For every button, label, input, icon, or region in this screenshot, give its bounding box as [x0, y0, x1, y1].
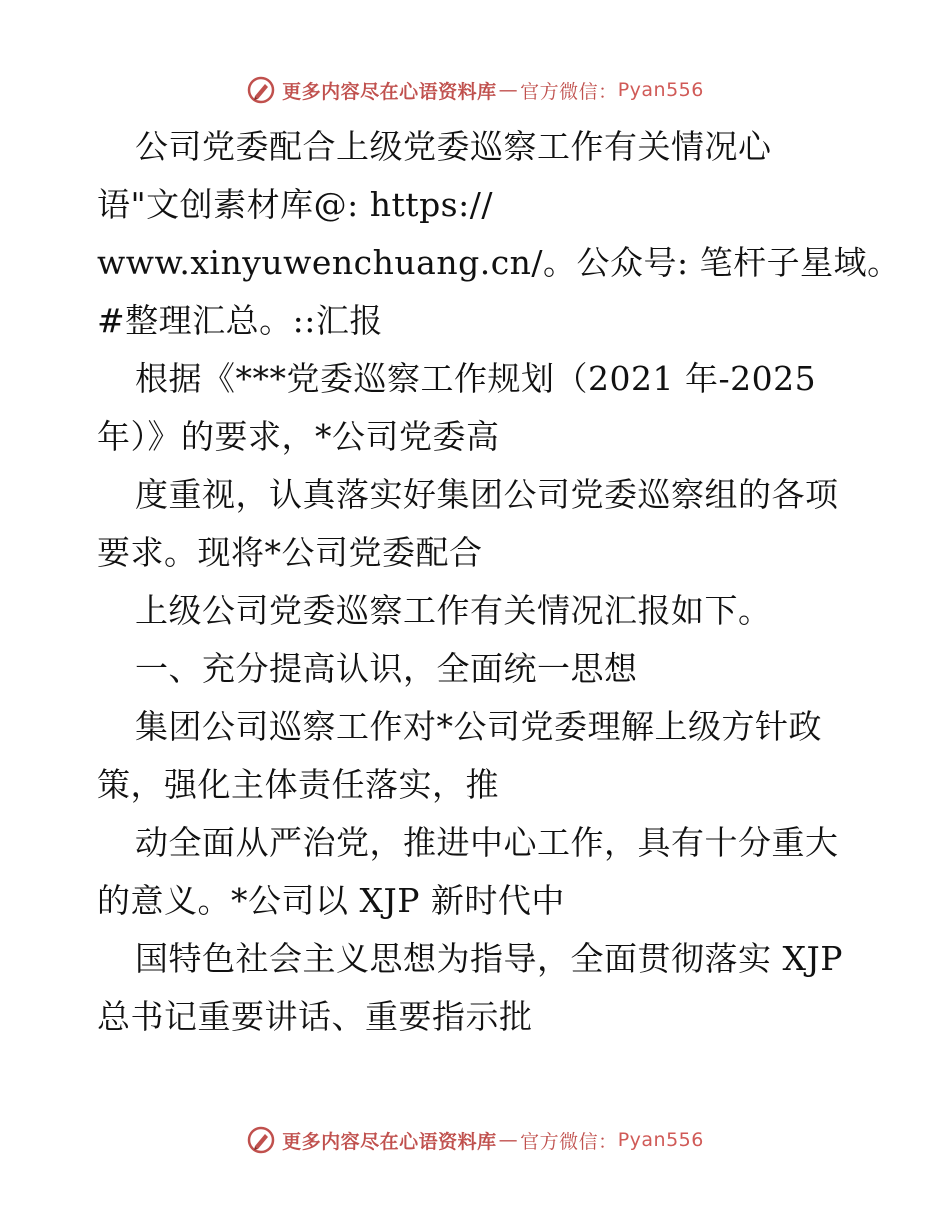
body-line: 上级公司党委巡察工作有关情况汇报如下。 — [135, 591, 772, 630]
body-line: 国特色社会主义思想为指导，全面贯彻落实 XJP — [135, 939, 843, 978]
body-line: 年）》的要求，*公司党委高 — [97, 417, 500, 456]
body-line: 要求。现将*公司党委配合 — [97, 533, 483, 572]
body-line: 总书记重要讲话、重要指示批 — [97, 997, 533, 1036]
body-line: 集团公司巡察工作对*公司党委理解上级方针政 — [135, 707, 822, 746]
banner-lead-text: 更多内容尽在心语资料库 — [282, 1130, 497, 1153]
body-line: 策，强化主体责任落实，推 — [97, 765, 499, 804]
banner-wechat-label: 官方微信： — [520, 1130, 618, 1153]
banner-dash: — — [498, 79, 519, 101]
body-line: 公司党委配合上级党委巡察工作有关情况心 — [135, 127, 772, 166]
body-line: 的意义。*公司以 XJP 新时代中 — [97, 881, 565, 920]
header-banner — [0, 70, 950, 110]
banner-wechat-label: 官方微信： — [520, 80, 618, 103]
body-line: 动全面从严治党，推进中心工作，具有十分重大 — [135, 823, 839, 862]
body-line: 根据《***党委巡察工作规划（2021 年-2025 — [135, 359, 817, 398]
body-line: #整理汇总。::汇报 — [97, 301, 383, 340]
body-line: 语"文创素材库@: https:// — [97, 185, 493, 224]
banner-wechat-id: Pyan556 — [617, 1129, 704, 1151]
footer-banner — [0, 1120, 950, 1160]
section-heading: 一、充分提高认识，全面统一思想 — [135, 649, 638, 688]
body-line: 度重视，认真落实好集团公司党委巡察组的各项 — [135, 475, 839, 514]
banner-wechat-id: Pyan556 — [617, 79, 704, 101]
banner-dash: — — [498, 1129, 519, 1151]
document-body — [97, 118, 901, 1046]
body-line: www.xinyuwenchuang.cn/。公众号: 笔杆子星域。 — [97, 243, 901, 282]
pen-logo-icon — [246, 1125, 276, 1155]
pen-logo-icon — [246, 75, 276, 105]
banner-lead-text: 更多内容尽在心语资料库 — [282, 80, 497, 103]
